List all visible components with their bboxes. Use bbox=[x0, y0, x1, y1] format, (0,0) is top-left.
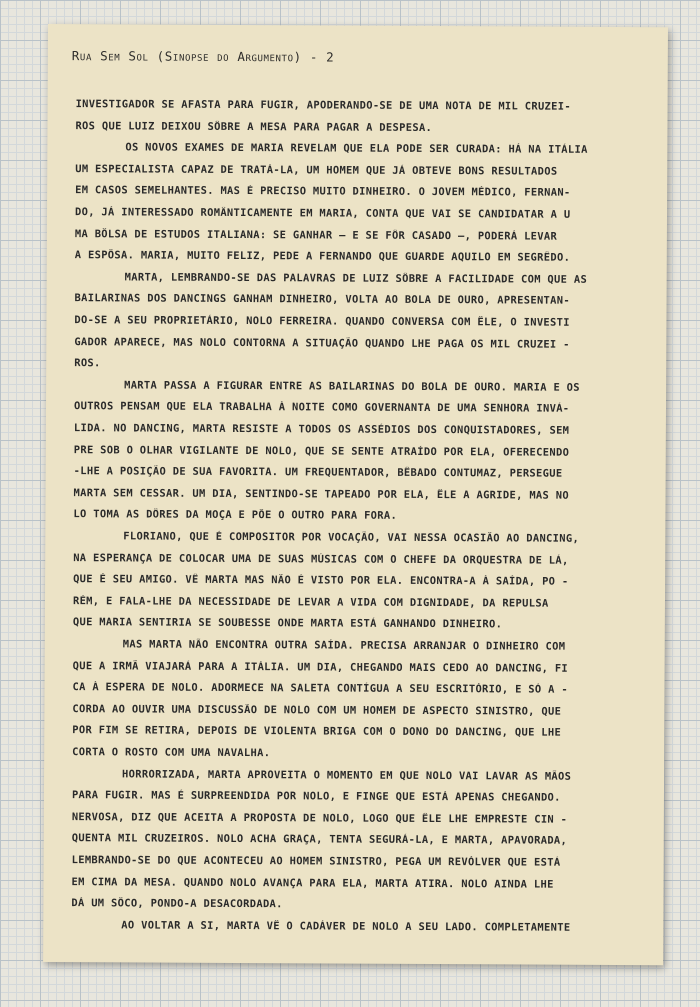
text-line: PARA FUGIR. MAS É SURPREENDIDA POR NOLO, E FINGE QUE ESTÁ APENAS CHEGANDO. bbox=[71, 789, 561, 804]
text-line: CA À ESPERA DE NOLO. ADORMECE NA SALETA CONTÍGUA A SEU ESCRITÓRIO, E SÓ A - bbox=[72, 681, 568, 696]
text-line: EM CIMA DA MESA. QUANDO NOLO AVANÇA PARA ELA, MARTA ATIRA. NOLO AINDA LHE bbox=[71, 875, 554, 891]
text-line: POR FIM SE RETIRA, DEPOIS DE VIOLENTA BRIGA COM O DONO DO DANCING, QUE LHE bbox=[72, 724, 562, 740]
text-line: HORRORIZADA, MARTA APROVEITA O MOMENTO EM QUE NOLO VAI LAVAR AS MÃOS bbox=[122, 767, 572, 783]
text-line: FLORIANO, QUE É COMPOSITOR POR VOCAÇÃO, VAI NESSA OCASIÃO AO DANCING, bbox=[123, 530, 580, 545]
text-line: DÁ UM SÔCO, PONDO-A DESACORDADA. bbox=[71, 897, 283, 911]
text-line: MARTA, LEMBRANDO-SE DAS PALAVRAS DE LUIZ SÔBRE A FACILIDADE COM QUE AS bbox=[124, 271, 588, 286]
text-line: QUE A IRMÃ VIAJARÁ PARA A ITÁLIA. UM DIA, CHEGANDO MAIS CEDO AO DANCING, FI bbox=[72, 659, 569, 675]
text-line: MAS MARTA NÃO ENCONTRA OUTRA SAÍDA. PRECISA ARRANJAR O DINHEIRO COM bbox=[122, 638, 566, 653]
text-line: UM ESPECIALISTA CAPAZ DE TRATÁ-LA, UM HOMEM QUE JÁ OBTEVE BONS RESULTADOS bbox=[75, 162, 558, 178]
text-line: QUE É SEU AMIGO. VÊ MARTA MAS NÃO É VISTO POR ELA. ENCONTRA-A À SAÍDA, PO - bbox=[73, 573, 569, 588]
text-line: BAILARINAS DOS DANCINGS GANHAM DINHEIRO, VOLTA AO BOLA DE OURO, APRESENTAN- bbox=[74, 292, 571, 308]
text-line: LEMBRANDO-SE DO QUE ACONTECEU AO HOMEM SINISTRO, PEGA UM REVÓLVER QUE ESTÁ bbox=[71, 854, 561, 869]
text-line: DO, JÁ INTERESSADO ROMÂNTICAMENTE EM MARIA, CONTA QUE VAI SE CANDIDATAR A U bbox=[74, 206, 571, 221]
text-line: PRE SOB O OLHAR VIGILANTE DE NOLO, QUE SE SENTE ATRAÍDO POR ELA, OFERECENDO bbox=[73, 443, 570, 459]
text-line: OS NOVOS EXAMES DE MARIA REVELAM QUE ELA PODE SER CURADA: HÁ NA ITÁLIA bbox=[125, 141, 588, 157]
text-line: NA ESPERANÇA DE COLOCAR UMA DE SUAS MÚSICAS COM O CHEFE DA ORQUESTRA DE LÁ, bbox=[73, 551, 569, 567]
text-line: AO VOLTAR A SI, MARTA VÊ O CADÁVER DE NOLO A SEU LADO. COMPLETAMENTE bbox=[121, 919, 571, 934]
text-line: LIDA. NO DANCING, MARTA RESISTE A TODOS OS ASSÉDIOS DOS CONQUISTADORES, SEM bbox=[73, 422, 570, 437]
text-line: MARTA PASSA A FIGURAR ENTRE AS BAILARINAS DO BOLA DE OURO. MARIA E OS bbox=[124, 379, 580, 394]
text-line: EM CASOS SEMELHANTES. MAS É PRECISO MUITO DINHEIRO. O JOVEM MÉDICO, FERNAN- bbox=[75, 184, 571, 200]
text-line: MA BÔLSA DE ESTUDOS ITALIANA: SE GANHAR — E SE FÔR CASADO —, PODERÁ LEVAR bbox=[74, 227, 558, 243]
text-line: OUTROS PENSAM QUE ELA TRABALHA À NOITE COMO GOVERNANTA DE UMA SENHORA INVÁ- bbox=[73, 400, 570, 416]
text-line: CORTA O ROSTO COM UMA NAVALHA. bbox=[72, 746, 271, 760]
text-line: LO TOMA AS DÔRES DA MOÇA E PÕE O OUTRO PARA FORA. bbox=[73, 508, 398, 523]
page-header: Rua Sem Sol (Sinopse do Argumento) - 2 bbox=[71, 48, 335, 65]
text-line: INVESTIGADOR SE AFASTA PARA FUGIR, APODERANDO-SE DE UMA NOTA DE MIL CRUZEI- bbox=[75, 98, 572, 113]
text-line: GADOR APARECE, MAS NOLO CONTORNA A SITUAÇÃO QUANDO LHE PAGA OS MIL CRUZEI - bbox=[74, 335, 570, 351]
text-line: NERVOSA, DIZ QUE ACEITA A PROPOSTA DE NOLO, LOGO QUE ÊLE LHE EMPRESTE CIN - bbox=[71, 810, 568, 826]
text-line: A ESPÔSA. MARIA, MUITO FELIZ, PEDE A FERNANDO QUE GUARDE AQUILO EM SEGRÊDO. bbox=[74, 249, 571, 264]
text-line: CORDA AO OUVIR UMA DISCUSSÃO DE NOLO COM UM HOMEM DE ASPECTO SINISTRO, QUE bbox=[72, 702, 562, 718]
text-line: -LHE A POSIÇÃO DE SUA FAVORITA. UM FREQUENTADOR, BÊBADO CONTUMAZ, PERSEGUE bbox=[73, 465, 563, 480]
text-line: QUE MARIA SENTIRIA SE SOUBESSE ONDE MARTA ESTÁ GANHANDO DINHEIRO. bbox=[72, 616, 503, 631]
text-line: DO-SE A SEU PROPRIETÁRIO, NOLO FERREIRA. QUANDO CONVERSA COM ÊLE, O INVESTI bbox=[74, 314, 570, 329]
typewritten-page bbox=[43, 24, 668, 965]
text-line: RÉM, E FALA-LHE DA NECESSIDADE DE LEVAR A VIDA COM DIGNIDADE, DA REPULSA bbox=[72, 594, 549, 610]
text-line: ROS. bbox=[74, 357, 101, 370]
text-line: MARTA SEM CESSAR. UM DIA, SENTINDO-SE TAPEADO POR ELA, ÊLE A AGRIDE, MAS NO bbox=[73, 486, 570, 502]
text-line: ROS QUE LUIZ DEIXOU SÔBRE A MESA PARA PAGAR A DESPESA. bbox=[75, 119, 433, 134]
text-line: QUENTA MIL CRUZEIROS. NOLO ACHA GRAÇA, TENTA SEGURÁ-LA, E MARTA, APAVORADA, bbox=[71, 832, 568, 848]
